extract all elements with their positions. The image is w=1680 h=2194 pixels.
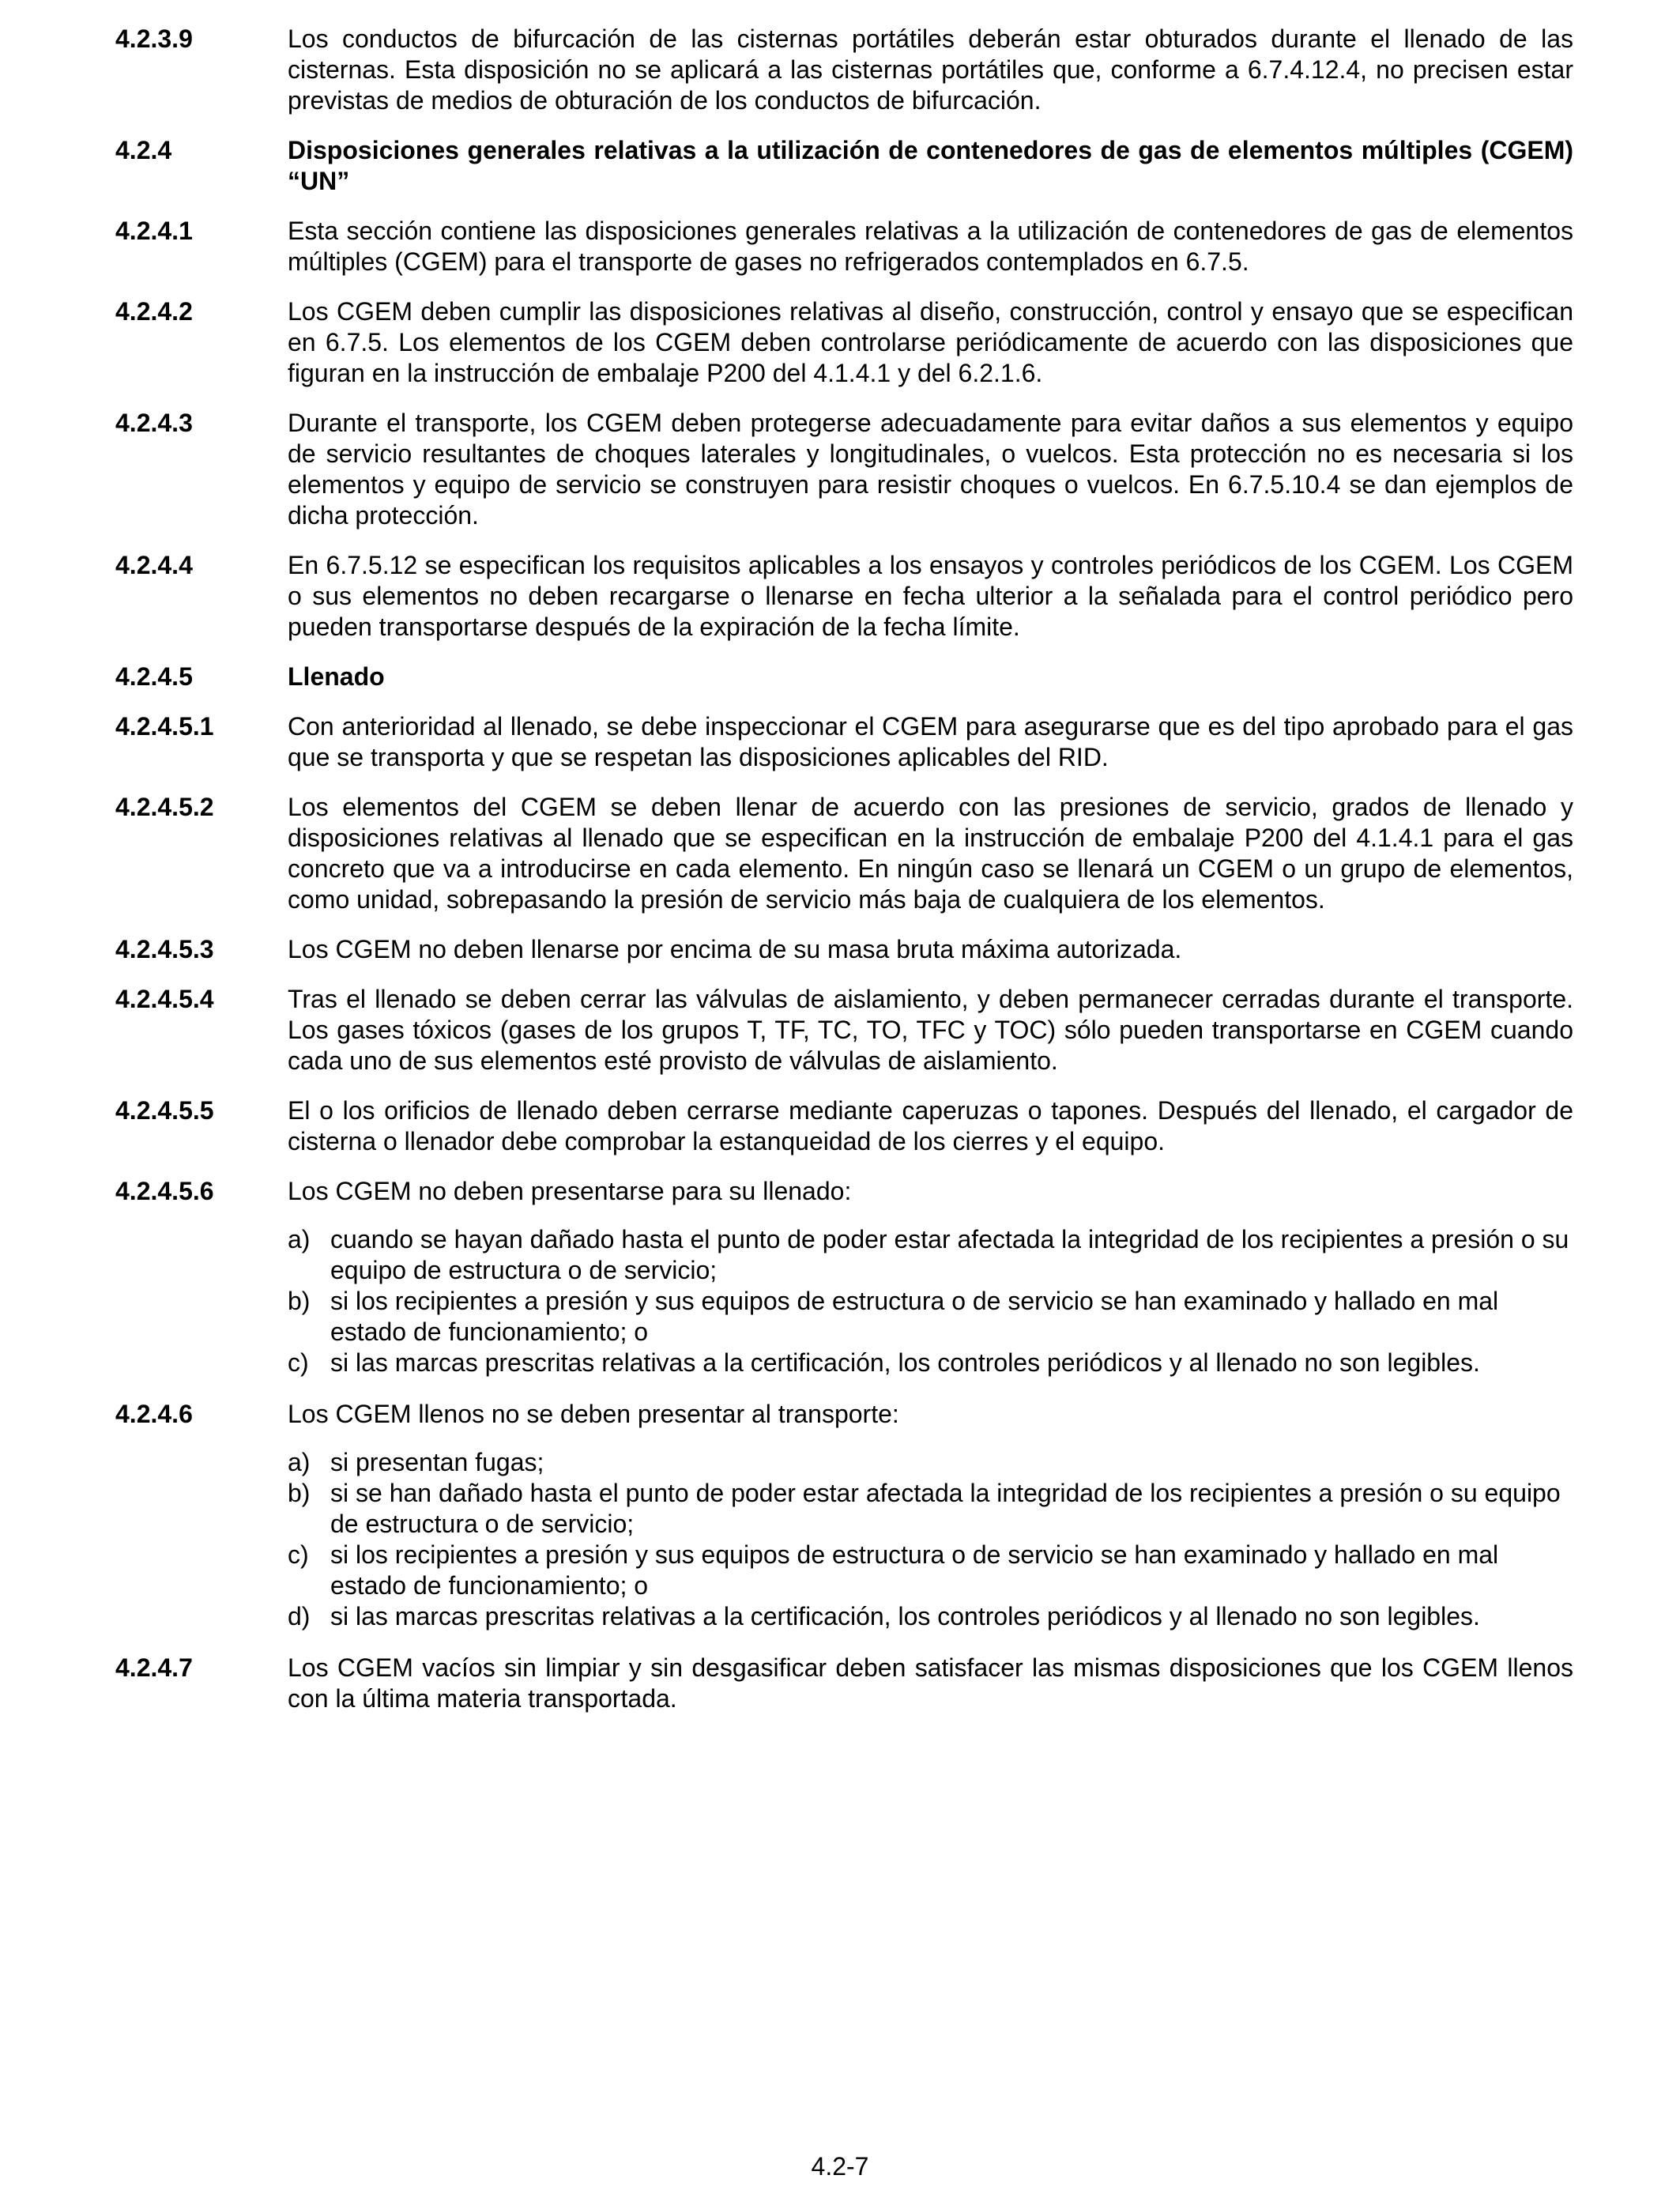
paragraph-4-2-4-5-3 <box>115 934 1573 965</box>
paragraph-text: Los CGEM vacíos sin limpiar y sin desgasificar deben satisfacer las mismas disposiciones que los CGEM llenos con la última materia transportada. <box>288 1653 1573 1713</box>
section-number: 4.2.4 <box>115 136 172 164</box>
paragraph-text: Los elementos del CGEM se deben llenar de acuerdo con las presiones de servicio, grados de llenado y disposiciones relativas al llenado que se especifican en la instrucción de embalaje P200 del 4.1.4.1 para el gas concreto que va a introducirse en cada elemento. En ningún caso se llenará un CGEM o un grupo de elementos, como unidad, sobrepasando la presión de servicio más baja de cualquiera de los elementos. <box>288 793 1573 914</box>
paragraph-4-2-4-5-4 <box>115 984 1573 1076</box>
list-item <box>288 1447 1573 1478</box>
paragraph-text: Durante el transporte, los CGEM deben protegerse adecuadamente para evitar daños a sus elementos y equipo de servicio resultantes de choques laterales y longitudinales, o vuelcos. Esta protección no es necesaria si los elementos y equipo de servicio se construyen para resistir choques o vuelcos. En 6.7.5.10.4 se dan ejemplos de dicha protección. <box>288 409 1573 530</box>
paragraph-number: 4.2.4.4 <box>115 551 193 579</box>
list-item-text: si los recipientes a presión y sus equipos de estructura o de servicio se han examinado y hallado en mal estado de funcionamiento; o <box>330 1287 1499 1346</box>
paragraph-number: 4.2.4.1 <box>115 217 193 245</box>
paragraph-text: Los CGEM no deben presentarse para su llenado: <box>288 1177 852 1205</box>
section-title: Disposiciones generales relativas a la utilización de contenedores de gas de elementos múltiples (CGEM) “UN” <box>288 136 1573 195</box>
list-item-text: si las marcas prescritas relativas a la certificación, los controles periódicos y al llenado no son legibles. <box>330 1602 1480 1630</box>
list-item <box>288 1348 1573 1378</box>
list-4-2-4-5-6 <box>288 1224 1573 1378</box>
paragraph-4-2-4-5-1 <box>115 711 1573 773</box>
paragraph-number: 4.2.4.5.5 <box>115 1096 214 1125</box>
list-item-label: b) <box>288 1287 311 1315</box>
paragraph-number: 4.2.4.5.1 <box>115 712 214 741</box>
list-item-label: a) <box>288 1225 311 1253</box>
list-item <box>288 1224 1573 1286</box>
paragraph-number: 4.2.4.5.2 <box>115 793 214 821</box>
paragraph-number: 4.2.3.9 <box>115 25 193 53</box>
paragraph-text: Los conductos de bifurcación de las cisternas portátiles deberán estar obturados durante el llenado de las cisternas. Esta disposición no se aplicará a las cisternas portátiles que, conforme a 6.7.4.12.4, no precisen estar previstas de medios de obturación de los conductos de bifurcación. <box>288 25 1573 115</box>
list-4-2-4-6 <box>288 1447 1573 1632</box>
list-item <box>288 1540 1573 1601</box>
list-item <box>288 1601 1573 1632</box>
paragraph-text: En 6.7.5.12 se especifican los requisitos aplicables a los ensayos y controles periódicos de los CGEM. Los CGEM o sus elementos no deben recargarse o llenarse en fecha ulterior a la señalada para el control periódico pero pueden transportarse después de la expiración de la fecha límite. <box>288 551 1573 641</box>
list-item <box>288 1286 1573 1348</box>
paragraph-number: 4.2.4.2 <box>115 297 193 326</box>
section-title: Llenado <box>288 662 385 691</box>
page-number: 4.2-7 <box>811 2152 869 2181</box>
list-item-label: b) <box>288 1479 311 1507</box>
paragraph-number: 4.2.4.5.6 <box>115 1177 214 1205</box>
paragraph-text: El o los orificios de llenado deben cerrarse mediante caperuzas o tapones. Después del llenado, el cargador de cisterna o llenador debe comprobar la estanqueidad de los cierres y el equipo. <box>288 1096 1573 1155</box>
paragraph-text: Los CGEM no deben llenarse por encima de su masa bruta máxima autorizada. <box>288 935 1182 963</box>
paragraph-text: Los CGEM llenos no se deben presentar al transporte: <box>288 1400 899 1428</box>
paragraph-text: Tras el llenado se deben cerrar las válvulas de aislamiento, y deben permanecer cerradas durante el transporte. Los gases tóxicos (gases de los grupos T, TF, TC, TO, TFC y TOC) sólo pueden transportarse en CGEM cuando cada uno de sus elementos esté provisto de válvulas de aislamiento. <box>288 985 1573 1075</box>
paragraph-4-2-4-7 <box>115 1653 1573 1714</box>
paragraph-text: Los CGEM deben cumplir las disposiciones relativas al diseño, construcción, control y ensayo que se especifican en 6.7.5. Los elementos de los CGEM deben controlarse periódicamente de acuerdo con las disposiciones que figuran en la instrucción de embalaje P200 del 4.1.4.1 y del 6.2.1.6. <box>288 297 1573 387</box>
paragraph-number: 4.2.4.6 <box>115 1400 193 1428</box>
paragraph-4-2-4-6 <box>115 1399 1573 1430</box>
paragraph-number: 4.2.4.7 <box>115 1653 193 1682</box>
paragraph-4-2-4-4 <box>115 550 1573 643</box>
paragraph-4-2-4-2 <box>115 296 1573 389</box>
list-item-text: si se han dañado hasta el punto de poder estar afectada la integridad de los recipientes a presión o su equipo de estructura o de servicio; <box>330 1479 1561 1538</box>
paragraph-number: 4.2.4.3 <box>115 409 193 437</box>
list-item-label: c) <box>288 1540 309 1569</box>
list-item <box>288 1478 1573 1540</box>
section-heading-4-2-4-5 <box>115 662 1573 692</box>
section-number: 4.2.4.5 <box>115 662 193 691</box>
paragraph-4-2-4-5-2 <box>115 792 1573 915</box>
list-item-text: cuando se hayan dañado hasta el punto de poder estar afectada la integridad de los recipientes a presión o su equipo de estructura o de servicio; <box>330 1225 1569 1284</box>
paragraph-4-2-4-3 <box>115 408 1573 531</box>
document-body <box>115 24 1573 1733</box>
list-item-text: si las marcas prescritas relativas a la certificación, los controles periódicos y al llenado no son legibles. <box>330 1348 1480 1377</box>
paragraph-4-2-4-5-5 <box>115 1095 1573 1157</box>
list-item-label: a) <box>288 1448 311 1476</box>
paragraph-4-2-4-5-6 <box>115 1176 1573 1207</box>
section-heading-4-2-4 <box>115 135 1573 197</box>
paragraph-text: Esta sección contiene las disposiciones generales relativas a la utilización de contenedores de gas de elementos múltiples (CGEM) para el transporte de gases no refrigerados contemplados en 6.7.5. <box>288 217 1573 276</box>
paragraph-number: 4.2.4.5.3 <box>115 935 214 963</box>
paragraph-4-2-4-1 <box>115 216 1573 277</box>
list-item-text: si los recipientes a presión y sus equipos de estructura o de servicio se han examinado y hallado en mal estado de funcionamiento; o <box>330 1540 1499 1600</box>
paragraph-4-2-3-9 <box>115 24 1573 116</box>
paragraph-number: 4.2.4.5.4 <box>115 985 214 1013</box>
list-item-text: si presentan fugas; <box>330 1448 544 1476</box>
list-item-label: c) <box>288 1348 309 1377</box>
paragraph-text: Con anterioridad al llenado, se debe inspeccionar el CGEM para asegurarse que es del tipo aprobado para el gas que se transporta y que se respetan las disposiciones aplicables del RID. <box>288 712 1573 771</box>
list-item-label: d) <box>288 1602 311 1630</box>
